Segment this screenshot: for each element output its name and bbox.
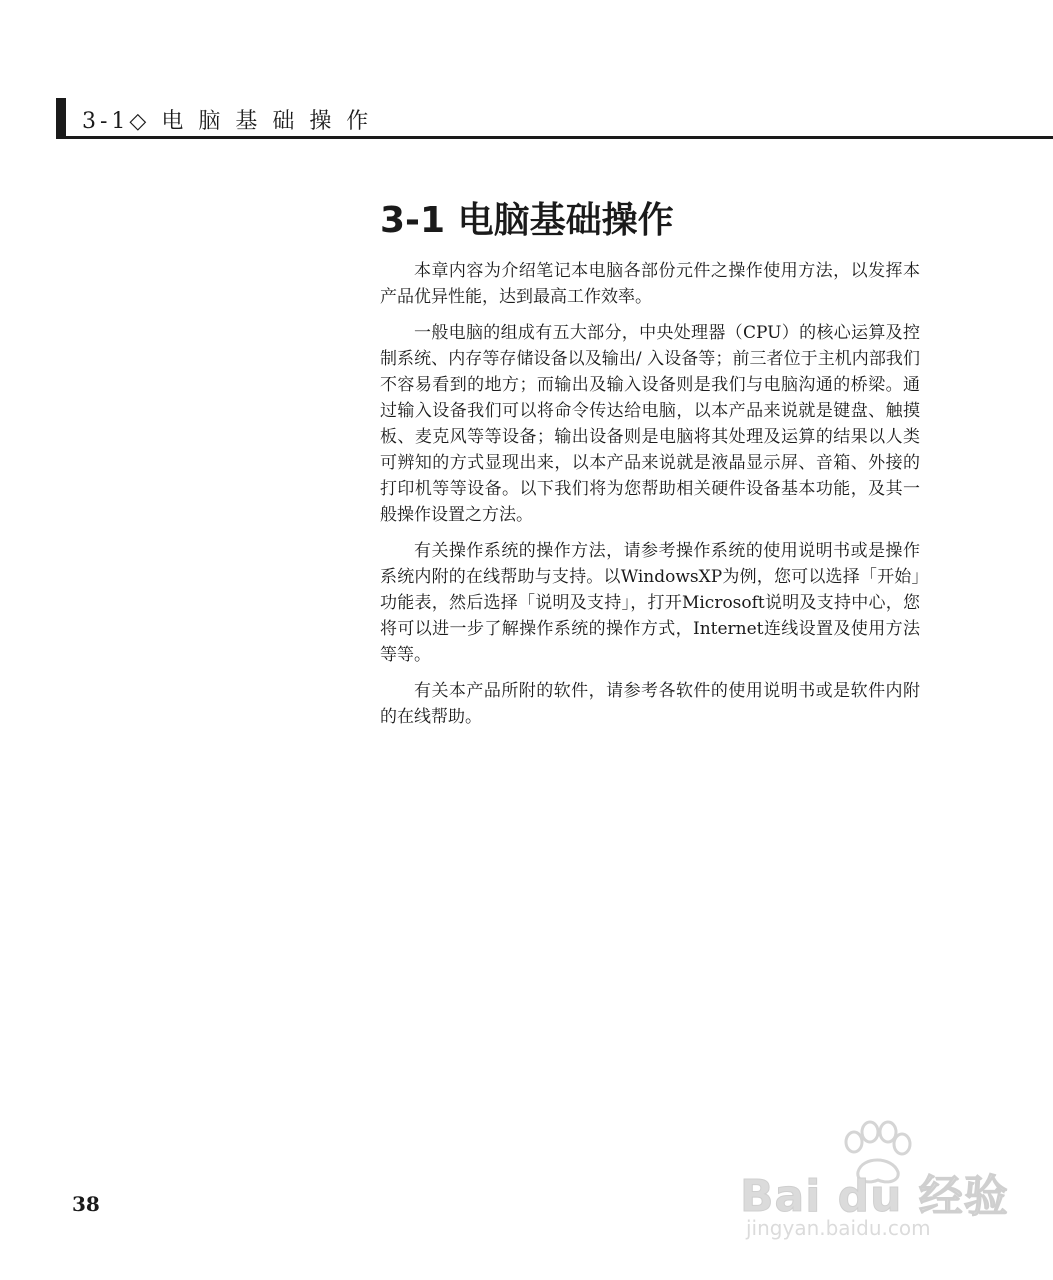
paragraph: 一般电脑的组成有五大部分，中央处理器（CPU）的核心运算及控制系统、内存等存储设备以及输出/ 入设备等；前三者位于主机内部我们不容易看到的地方；而输出及输入设备则是我们与电脑沟通的桥梁。通过输入设备我们可以将命令传达给电脑，以本产品来说就是键盘、触摸板、麦克风等等设备；输出设备则是电脑将其处理及运算的结果以人类可辨知的方式显现出来，以本产品来说就是液晶显示屏、音箱、外接的打印机等等设备。以下我们将为您帮助相关硬件设备基本功能，及其一般操作设置之方法。 [380, 323, 920, 525]
running-header: 3-1◇ 电 脑 基 础 操 作 [82, 109, 373, 134]
paragraph: 本章内容为介绍笔记本电脑各部份元件之操作使用方法，以发挥本产品优异性能，达到最高工作效率。 [380, 261, 920, 307]
baidu-jingyan-watermark [740, 1120, 1009, 1240]
page-number: 38 [72, 1192, 100, 1216]
body-content [380, 258, 920, 740]
page-title: 3-1 电脑基础操作 [380, 200, 674, 241]
header-accent-bar [56, 98, 66, 138]
header-rule [56, 136, 1053, 139]
watermark-url: jingyan.baidu.com [746, 1216, 931, 1240]
paragraph: 有关本产品所附的软件，请参考各软件的使用说明书或是软件内附的在线帮助。 [380, 681, 920, 727]
paragraph: 有关操作系统的操作方法，请参考操作系统的使用说明书或是操作系统内附的在线帮助与支持。以WindowsXP为例，您可以选择「开始」功能表，然后选择「说明及支持」，打开Microsoft说明及支持中心，您将可以进一步了解操作系统的操作方式，Internet连线设置及使用方法等等。 [380, 541, 920, 665]
watermark-logo: Bai du 经验 [740, 1171, 1009, 1222]
